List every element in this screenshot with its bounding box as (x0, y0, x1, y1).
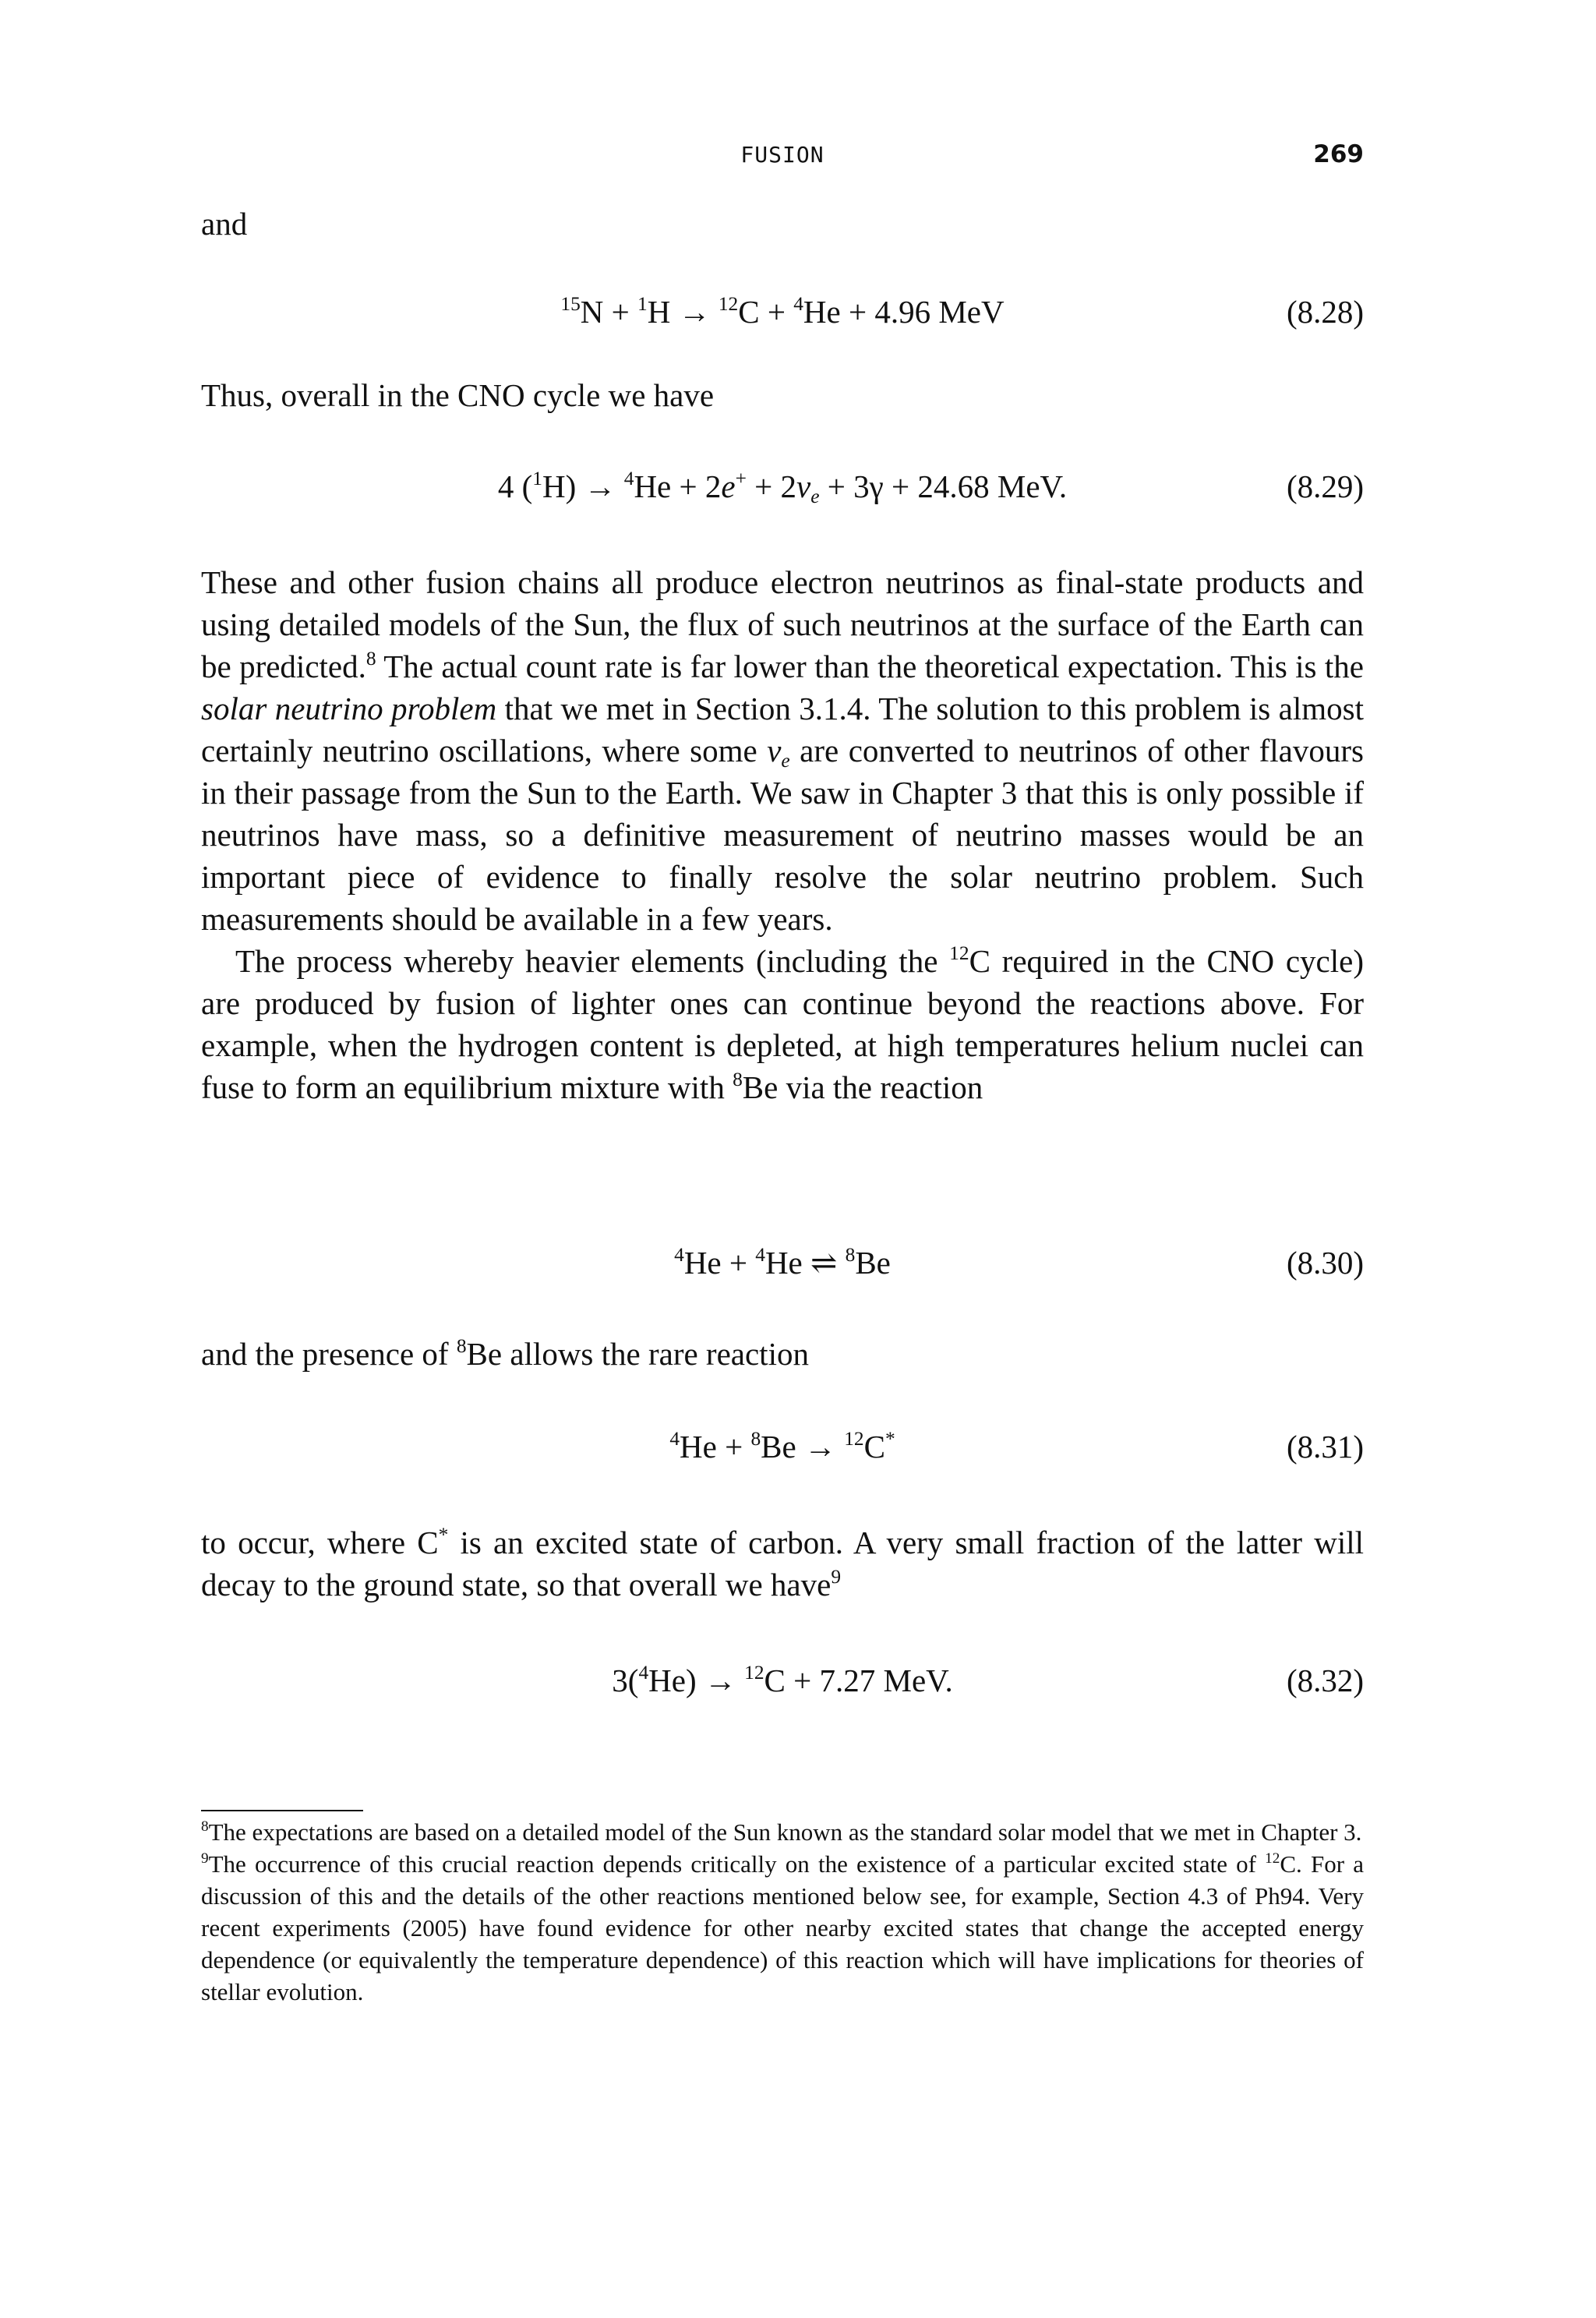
equation-8-32 (201, 1657, 1364, 1704)
equation-number: (8.28) (1286, 294, 1364, 330)
equation-body: $^4$He + $^8$Be → $^{12}$C* (669, 1428, 895, 1465)
intro-line: and (201, 206, 248, 242)
cno-intro: Thus, overall in the CNO cycle we have (201, 377, 715, 413)
equation-8-31 (201, 1423, 1364, 1470)
equation-body: 3($^4$He) → $^{12}$C + 7.27 MeV. (612, 1662, 953, 1698)
footnote-8: $^8$The expectations are based on a detailed model of the Sun known as the standard solar model that we met in Chapter 3. (201, 1818, 1362, 1846)
running-head (201, 140, 1364, 171)
footnote-ref-9[interactable]: 9 (831, 1566, 842, 1588)
running-title: FUSION (740, 142, 824, 168)
paragraph-neutrino-problem: These and other fusion chains all produce electron neutrinos as final-state products and using detailed models of the Sun, the flux of such neutrinos at the surface of the Earth can be predicted.$^8$ The actual count rate is far lower than the theoretical expectation. This is the solar neutrino problem that we met in Section 3.1.4. The solution to this problem is almost certainly neutrino oscillations, where some $\nu_e$ are converted to neutrinos of other flavours in their passage from the Sun to the Earth. We saw in Chapter 3 that this is only possible if neutrinos have mass, so a definitive measurement of neutrino masses would be an important piece of evidence to finally resolve the solar neutrino problem. Such measurements should be available in a few years. The process whereby heavier elements (including the $^{12}$C required in the CNO cycle) are produced by fusion of lighter ones can continue beyond the reactions above. For example, when the hydrogen content is depleted, at high temperatures helium nuclei can fuse to form an equilibrium mixture with $^8$Be via the reaction (201, 561, 1364, 1108)
equation-8-30 (201, 1239, 1364, 1286)
equation-number: (8.29) (1286, 468, 1364, 504)
equation-8-28 (201, 288, 1364, 335)
footnotes (201, 1816, 1364, 2008)
footnote-9: $^9$The occurrence of this crucial reaction depends critically on the existence of a particular excited state of $^{12}$C. For a discussion of this and the details of the other reactions mentioned below see, for example, Section 4.3 of Ph94. Very recent experiments (2005) have found evidence for other nearby excited states that change the accepted energy dependence (or equivalently the temperature dependence) of this reaction which will have implications for theories of stellar evolution. (201, 1850, 1364, 2005)
equation-body: $^4$He + $^4$He ⇌ $^8$Be (674, 1244, 891, 1281)
paragraph-heavier-elements: The process whereby heavier elements (including the $^{12}$C required in the CNO cycle) are produced by fusion of lighter ones can continue beyond the reactions above. For example, when the hydrogen content is depleted, at high temperatures helium nuclei can fuse to form an equilibrium mixture with $^8$Be via the reaction (201, 942, 1364, 1105)
footnote-divider (201, 1810, 363, 1811)
presence-line: and the presence of $^8$Be allows the rare reaction (201, 1335, 809, 1372)
equation-number: (8.31) (1286, 1429, 1364, 1465)
page-number: 269 (1313, 140, 1364, 168)
footnote-ref-8[interactable]: 8 (365, 648, 376, 670)
equation-8-29 (201, 463, 1364, 510)
paragraph-excited-state: to occur, where C* is an excited state of carbon. A very small fraction of the latter will decay to the ground state, so that overall we have$^9$ (201, 1524, 1364, 1602)
equation-number: (8.32) (1286, 1663, 1364, 1698)
equation-number: (8.30) (1286, 1245, 1364, 1281)
equation-body: 4 $(^1H) \to ^4He + 2e^+ + 2\nu_e + 3\gamma + 24.68$ MeV. (497, 468, 1068, 508)
equation-body: $^{15}$N + $^1$H → $^{12}$C + $^4$He + 4.96 MeV (560, 293, 1005, 330)
